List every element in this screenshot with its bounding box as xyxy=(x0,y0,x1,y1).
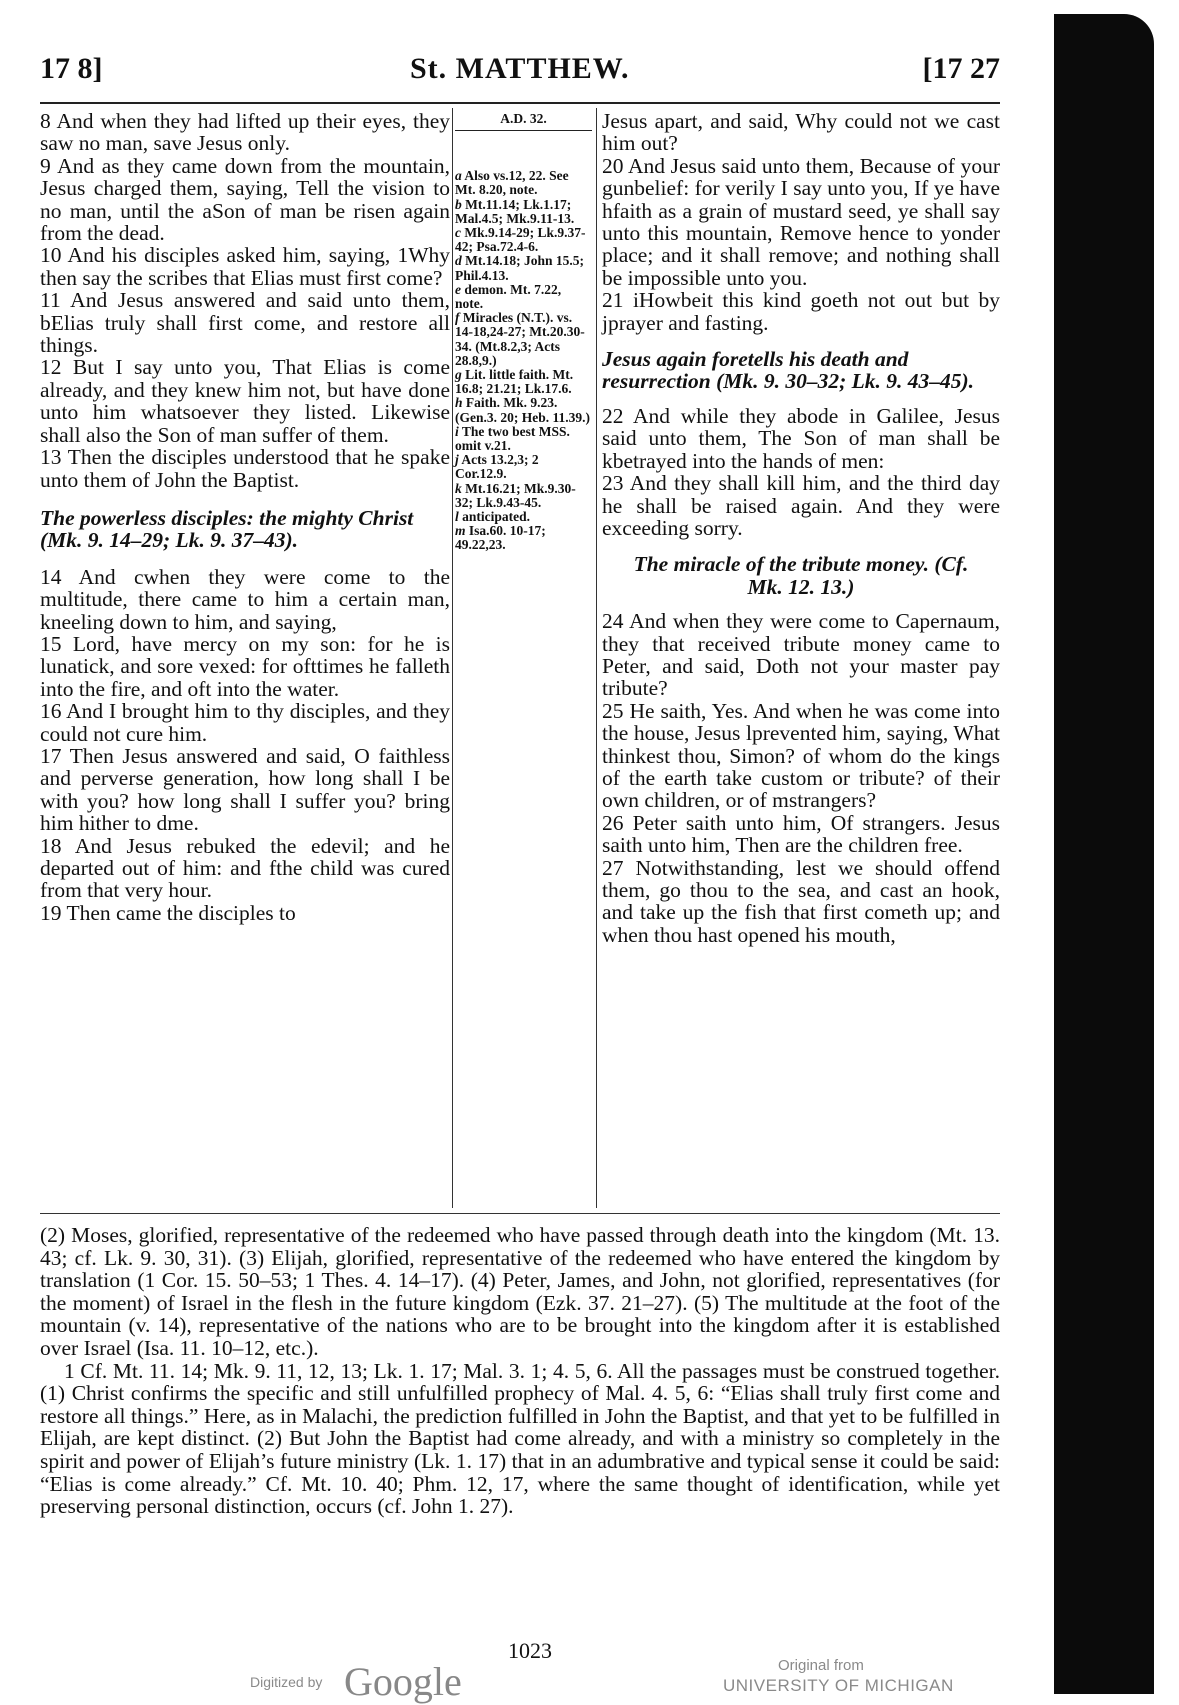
reference-note: b Mt.11.14; Lk.1.17; Mal.4.5; Mk.9.11-13. xyxy=(455,196,575,226)
reference-note: i The two best MSS. omit v.21. xyxy=(455,423,570,454)
reference-note: h Faith. Mk. 9.23. (Gen.3. 20; Heb. 11.39.) xyxy=(455,395,590,425)
verse: 9 And as they came down from the mountain, Jesus charged them, saying, Tell the vision to no man, until the aSon of man be risen again from the dead. xyxy=(40,153,450,246)
verse: 20 And Jesus said unto them, Because of your gunbelief: for verily I say unto you, If ye have hfaith as a grain of mustard seed, ye shall say unto this mountain, Remove hence to yonder place; and it shall remove; and nothing shall be impossible unto you. xyxy=(602,153,1000,290)
verse: 12 But I say unto you, That Elias is come already, and they knew him not, but have done unto him whatsoever they listed. Likewise shall also the Son of man suffer of them. xyxy=(40,355,450,447)
section-heading: Jesus again foretells his death and resurrection (Mk. 9. 30–32; Lk. 9. 43–45). xyxy=(602,347,975,394)
reference-column xyxy=(455,112,592,553)
reference-note: c Mk.9.14-29; Lk.9.37-42; Psa.72.4-6. xyxy=(455,225,586,255)
verse: 14 And cwhen they were come to the multitude, there came to him a certain man, kneeling down to him, and saying, xyxy=(40,564,450,634)
verse: 10 And his disciples asked him, saying, 1Why then say the scribes that Elias must first come? xyxy=(40,243,450,290)
header-left: 17 8] xyxy=(40,52,103,85)
page-number: 1023 xyxy=(508,1638,552,1663)
header-right: [17 27 xyxy=(922,52,1000,85)
reference-note: j Acts 13.2,3; 2 Cor.12.9. xyxy=(455,452,539,482)
verse: 15 Lord, have mercy on my son: for he is lunatick, and sore vexed: for ofttimes he falleth into the fire, and oft into the water. xyxy=(40,631,450,701)
verse: 16 And I brought him to thy disciples, and they could not cure him. xyxy=(40,699,450,746)
date-label: A.D. 32. xyxy=(455,112,592,131)
verse: 13 Then the disciples understood that he spake unto them of John the Baptist. xyxy=(40,445,450,492)
column-divider xyxy=(452,108,453,1208)
verse: 17 Then Jesus answered and said, O faithless and perverse generation, how long shall I be with you? how long shall I suffer you? bring him hither to dme. xyxy=(40,743,450,836)
page-header xyxy=(40,52,1000,92)
digitized-by-label: Digitized by xyxy=(250,1674,323,1690)
verse: Jesus apart, and said, Why could not we cast him out? xyxy=(602,109,1000,156)
column-divider xyxy=(596,108,597,1208)
verse: 21 iHowbeit this kind goeth not out but by jprayer and fasting. xyxy=(602,288,1000,335)
verse: 27 Notwithstanding, lest we should offend them, go thou to the sea, and cast an hook, and take up the fish that first cometh up; and when thou hast opened his mouth, xyxy=(602,855,1000,947)
section-heading: The miracle of the tribute money. (Cf. Mk. 12. 13.) xyxy=(633,552,969,599)
reference-note: g Lit. little faith. Mt. 16.8; 21.21; Lk.17.6. xyxy=(455,367,574,397)
verse: 23 And they shall kill him, and the third day he shall be raised again. And they were exceeding sorry. xyxy=(602,471,1000,540)
google-logo: Google xyxy=(344,1659,462,1704)
reference-note: d Mt.14.18; John 15.5; Phil.4.13. xyxy=(455,253,584,283)
footnotes xyxy=(40,1224,1000,1518)
reference-note: m Isa.60. 10-17; 49.22,23. xyxy=(455,523,546,553)
reference-note: a Also vs.12, 22. See Mt. 8.20, note. xyxy=(455,168,569,198)
verse: 8 And when they had lifted up their eyes, they saw no man, save Jesus only. xyxy=(40,109,450,156)
original-from-label: Original from xyxy=(778,1657,864,1674)
right-column xyxy=(602,110,1000,946)
footnote: (2) Moses, glorified, representative of the redeemed who have passed through death into the kingdom (Mt. 13. 43; cf. Lk. 9. 30, 31). (3) Elijah, glorified, representative of the redeemed who have entered the kingdom by translation (1 Cor. 15. 50–53; 1 Thes. 4. 14–17). (4) Peter, James, and John, not glorified, representatives (for the moment) of Israel in the flesh in the future kingdom (Ezk. 37. 21–27). (5) The multitude at the foot of the mountain (v. 14), representative of the nations who are to be brought into the kingdom after it is established over Israel (Isa. 11. 10–12, etc.). xyxy=(40,1223,1000,1360)
header-title: St. MATTHEW. xyxy=(410,52,630,85)
verse: 18 And Jesus rebuked the edevil; and he departed out of him: and fthe child was cured from that very hour. xyxy=(40,833,450,903)
reference-note: e demon. Mt. 7.22, note. xyxy=(455,281,562,312)
header-rule xyxy=(40,102,1000,104)
verse: 26 Peter saith unto him, Of strangers. Jesus saith unto him, Then are the children free. xyxy=(602,810,1000,858)
footnote-rule xyxy=(40,1213,1000,1214)
reference-note: k Mt.16.21; Mk.9.30-32; Lk.9.43-45. xyxy=(455,480,576,510)
verse: 11 And Jesus answered and said unto them, bElias truly shall first come, and restore all things. xyxy=(40,288,450,358)
institution-label: UNIVERSITY OF MICHIGAN xyxy=(723,1676,954,1695)
section-heading: The powerless disciples: the mighty Christ (Mk. 9. 14–29; Lk. 9. 37–43). xyxy=(40,505,414,553)
left-column xyxy=(40,110,450,924)
reference-note: l anticipated. xyxy=(455,509,531,525)
verse: 19 Then came the disciples to xyxy=(40,900,296,925)
verse: 25 He saith, Yes. And when he was come into the house, Jesus lprevented him, saying, What thinkest thou, Simon? of whom do the kings of the earth take custom or tribute? of their own children, or of mstrangers? xyxy=(602,698,1000,813)
verse: 22 And while they abode in Galilee, Jesus said unto them, The Son of man shall be kbetrayed into the hands of men: xyxy=(602,403,1000,473)
reference-note: f Miracles (N.T.). vs. 14-18,24-27; Mt.20.30-34. (Mt.8.2,3; Acts 28.8,9.) xyxy=(455,310,585,368)
verse: 24 And when they were come to Capernaum, they that received tribute money came to Peter, and said, Doth not your master pay tribute? xyxy=(602,609,1000,701)
footnote: 1 Cf. Mt. 11. 14; Mk. 9. 11, 12, 13; Lk. 1. 17; Mal. 3. 1; 4. 5, 6. All the passages must be construed together. (1) Christ confirms the specific and still unfulfilled prophecy of Mal. 4. 5, 6: “Elias shall truly first come and restore all things.” Here, as in Malachi, the prediction fulfilled in John the Baptist, and that yet to be fulfilled in Elijah, are kept distinct. (2) But John the Baptist had come already, and with a ministry so completely in the spirit and power of Elijah’s future ministry (Lk. 1. 17) that in an adumbrative and typical sense it could be said: “Elias is come already.” Cf. Mt. 10. 40; Phm. 12, 17, where the same thought of identification, while yet preserving personal distinction, occurs (cf. John 1. 27). xyxy=(40,1358,1000,1519)
book-spine-shadow xyxy=(1054,0,1179,1700)
